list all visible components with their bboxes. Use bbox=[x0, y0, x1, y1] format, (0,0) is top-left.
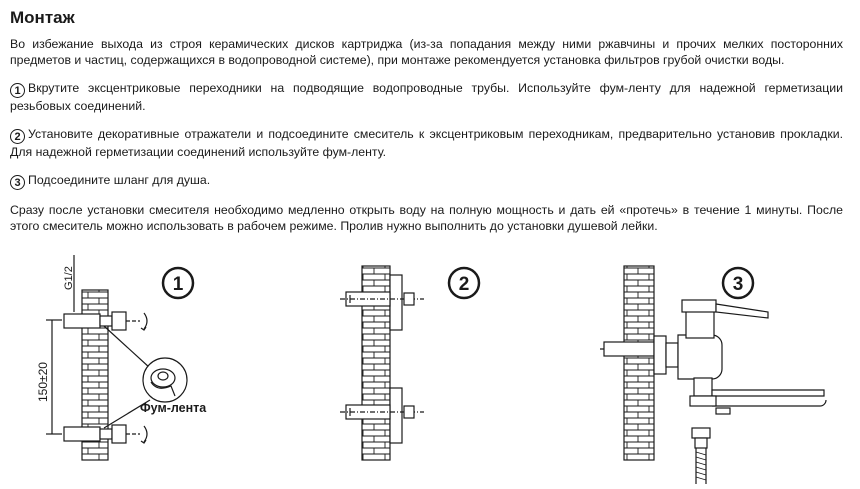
wall-bricks bbox=[624, 266, 654, 460]
mixer-body bbox=[654, 300, 768, 379]
final-note: Сразу после установки смесителя необходимо медленно открыть воду на полную мощность и дать ей «протечь» в течение 1 минуты. После этого смеситель можно использовать в рабочем режиме. Пролив нужно выполнить до установки душевой лейки. bbox=[10, 203, 843, 233]
diagram-2-number: 2 bbox=[458, 274, 470, 295]
spout bbox=[690, 378, 826, 414]
instructions-text bbox=[10, 8, 843, 234]
diagram-2 bbox=[340, 266, 479, 460]
thread-size-label: G1/2 bbox=[63, 266, 75, 290]
step-3 bbox=[10, 172, 843, 190]
shower-hose bbox=[692, 428, 710, 484]
step-number-badge: 2 bbox=[10, 129, 25, 144]
dimension-label: 150±20 bbox=[36, 362, 50, 402]
step-text: Вкрутите эксцентриковые переходники на подводящие водопроводные трубы. Используйте фум-ленту для надежной герметизации резьбовых соединений. bbox=[10, 81, 843, 113]
fum-tape-icon bbox=[143, 358, 187, 402]
diagram-3-number: 3 bbox=[732, 274, 744, 295]
step-1 bbox=[10, 80, 843, 114]
diagram-1 bbox=[36, 255, 207, 460]
diagram-1-number: 1 bbox=[172, 274, 184, 295]
intro-paragraph: Во избежание выхода из строя керамических дисков картриджа (из-за попадания между ними ржавчины и прочих мелких посторонних предметов и частиц, содержащихся в водопроводной системе), при монтаже рекомендуется установка фильтров грубой очистки воды. bbox=[10, 37, 843, 67]
diagram-3 bbox=[600, 266, 826, 484]
step-number-badge: 1 bbox=[10, 83, 25, 98]
installation-diagrams bbox=[0, 250, 860, 484]
step-text: Установите декоративные отражатели и подсоедините смеситель к эксцентриковым переходникам, предварительно установив прокладки. Для надежной герметизации соединений используйте фум-ленту. bbox=[10, 127, 843, 159]
page-title: Монтаж bbox=[10, 8, 75, 27]
fum-tape-label: Фум-лента bbox=[140, 401, 207, 415]
step-number-badge: 3 bbox=[10, 175, 25, 190]
step-2 bbox=[10, 126, 843, 160]
step-text: Подсоедините шланг для душа. bbox=[28, 173, 211, 187]
